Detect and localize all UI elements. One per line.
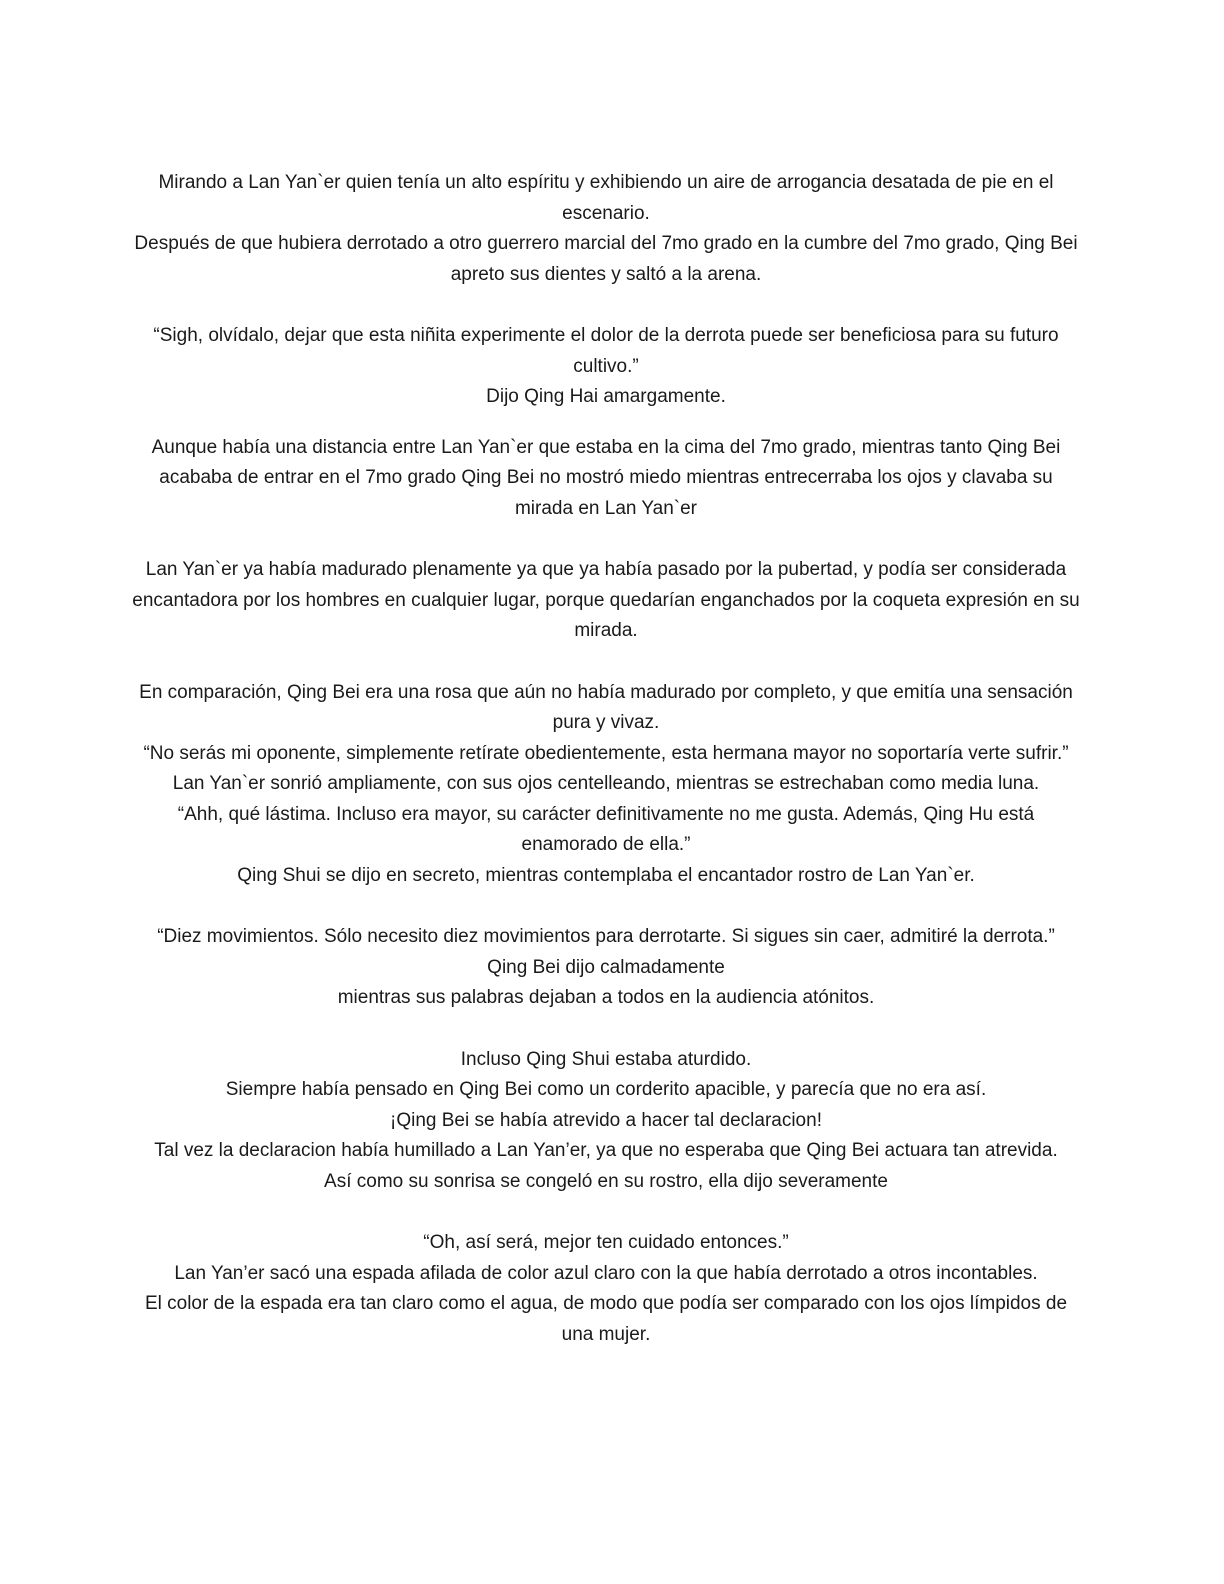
text-line: Siempre había pensado en Qing Bei como un corderito apacible, y parecía que no era así. (225, 1079, 987, 1101)
paragraph-gap (130, 892, 1082, 923)
paragraph (130, 800, 1082, 861)
paragraph (130, 1045, 1082, 1076)
paragraph-gap (130, 525, 1082, 556)
paragraph-gap (130, 1014, 1082, 1045)
text-line: Lan Yan`er sonrió ampliamente, con sus ojos centelleando, mientras se estrechaban como media luna. (172, 773, 1040, 795)
text-line: El color de la espada era tan claro como el agua, de modo que podía ser comparado con los ojos límpidos de una mujer. (144, 1293, 1068, 1345)
text-line: Después de que hubiera derrotado a otro guerrero marcial del 7mo grado en la cumbre del 7mo grado, Qing Bei apreto sus dientes y saltó a la arena. (134, 233, 1078, 285)
paragraph-gap (130, 290, 1082, 321)
paragraph (130, 1289, 1082, 1350)
text-line: “Sigh, olvídalo, dejar que esta niñita experimente el dolor de la derrota puede ser beneficiosa para su futuro cultivo.” (153, 324, 1059, 377)
text-line: Incluso Qing Shui estaba aturdido. (460, 1048, 752, 1070)
paragraph (130, 433, 1082, 525)
text-line: ¡Qing Bei se había atrevido a hacer tal declaracion! (390, 1109, 822, 1131)
text-line: En comparación, Qing Bei era una rosa que aún no había madurado por completo, y que emitía una sensación pura y vivaz. (139, 681, 1073, 734)
text-line: Lan Yan’er sacó una espada afilada de color azul claro con la que había derrotado a otros incontables. (174, 1262, 1038, 1284)
text-line: Tal vez la declaracion había humillado a Lan Yan’er, ya que no esperaba que Qing Bei actuara tan atrevida. (154, 1140, 1058, 1162)
paragraph (130, 1106, 1082, 1137)
text-line: Mirando a Lan Yan`er quien tenía un alto espíritu y exhibiendo un aire de arrogancia desatada de pie en el escenario. (158, 172, 1054, 224)
paragraph-gap (130, 647, 1082, 678)
paragraph (130, 168, 1082, 229)
paragraph (130, 983, 1082, 1014)
paragraph (130, 678, 1082, 739)
paragraph (130, 1167, 1082, 1198)
text-line: “Diez movimientos. Sólo necesito diez movimientos para derrotarte. Si sigues sin caer, admitiré la derrota.” (157, 926, 1055, 948)
text-line: “Ahh, qué lástima. Incluso era mayor, su carácter definitivamente no me gusta. Además, Qing Hu está enamorado de ella.” (177, 803, 1035, 856)
text-line: mientras sus palabras dejaban a todos en la audiencia atónitos. (337, 987, 875, 1009)
paragraph (130, 229, 1082, 290)
text-line: Lan Yan`er ya había madurado plenamente ya que ya había pasado por la pubertad, y podía ser considerada encantadora por los hombres en cualquier lugar, porque quedarían enganchados por la coqueta expresión en su mirada. (132, 559, 1080, 642)
text-line: Dijo Qing Hai amargamente. (486, 386, 726, 408)
paragraph-gap (130, 413, 1082, 433)
text-line: Qing Bei dijo calmadamente (487, 956, 725, 978)
paragraph (130, 382, 1082, 413)
document-body (130, 168, 1082, 1351)
paragraph-gap (130, 1198, 1082, 1229)
paragraph (130, 1136, 1082, 1167)
text-line: Así como su sonrisa se congeló en su rostro, ella dijo severamente (324, 1171, 888, 1192)
paragraph (130, 1075, 1082, 1106)
text-line: “Oh, así será, mejor ten cuidado entonces.” (423, 1232, 789, 1254)
paragraph (130, 1259, 1082, 1290)
paragraph (130, 861, 1082, 892)
paragraph (130, 555, 1082, 647)
text-line: Aunque había una distancia entre Lan Yan`er que estaba en la cima del 7mo grado, mientras tanto Qing Bei acababa de entrar en el 7mo grado Qing Bei no mostró miedo mientras entrecerraba los ojos y clavaba su mirada en Lan Yan`er (151, 436, 1061, 519)
paragraph (130, 1228, 1082, 1259)
paragraph (130, 739, 1082, 770)
text-line: “No serás mi oponente, simplemente retírate obedientemente, esta hermana mayor no soportaría verte sufrir.” (143, 742, 1069, 764)
text-line: Qing Shui se dijo en secreto, mientras contemplaba el encantador rostro de Lan Yan`er. (237, 865, 975, 887)
paragraph (130, 953, 1082, 984)
paragraph (130, 321, 1082, 382)
paragraph (130, 922, 1082, 953)
paragraph (130, 769, 1082, 800)
